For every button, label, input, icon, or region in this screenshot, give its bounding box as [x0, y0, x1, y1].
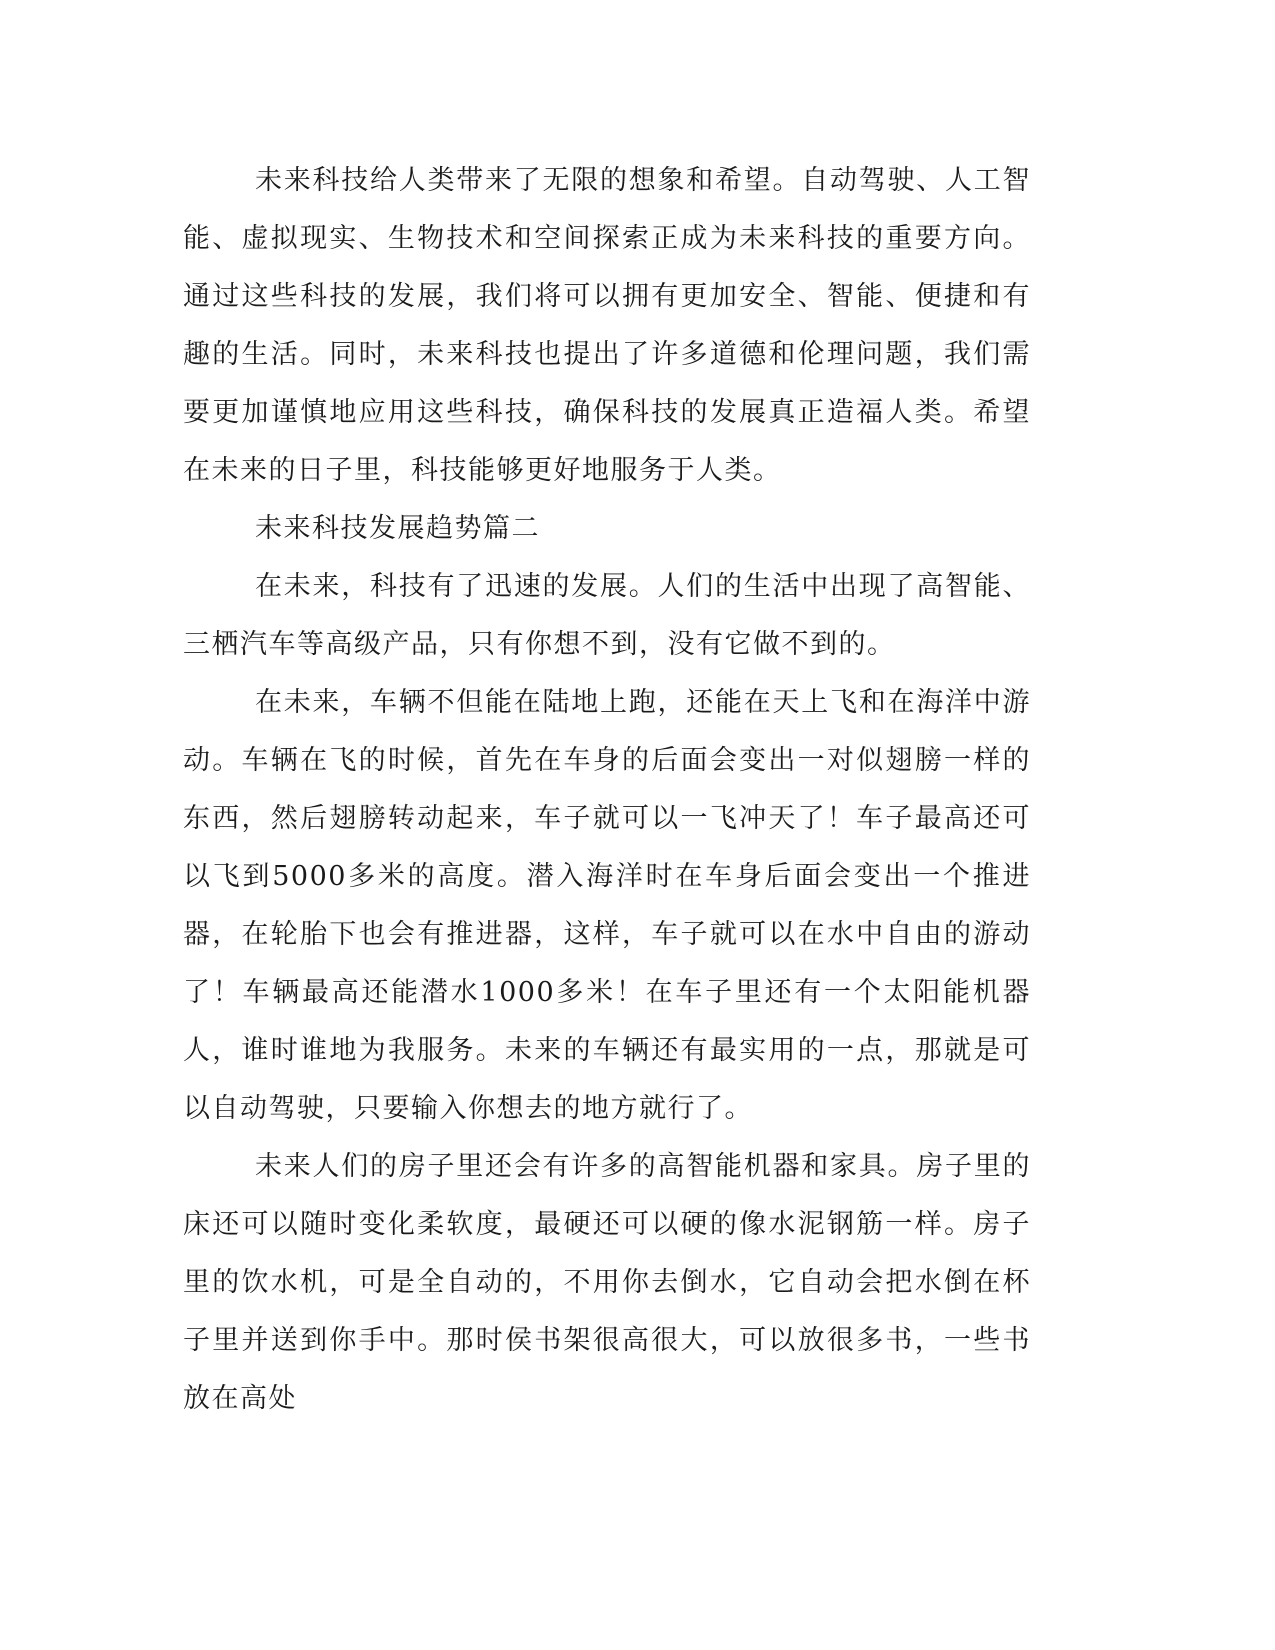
paragraph-houses: 未来人们的房子里还会有许多的高智能机器和家具。房子里的床还可以随时变化柔软度，最硬还可以硬的像水泥钢筋一样。房子里的饮水机，可是全自动的，不用你去倒水，它自动会把水倒在杯子里并送到你手中。那时侯书架很高很大，可以放很多书，一些书放在高处 [183, 1151, 1031, 1414]
paragraph-summary: 未来科技给人类带来了无限的想象和希望。自动驾驶、人工智能、虚拟现实、生物技术和空间探索正成为未来科技的重要方向。通过这些科技的发展，我们将可以拥有更加安全、智能、便捷和有趣的生活。同时，未来科技也提出了许多道德和伦理问题，我们需要更加谨慎地应用这些科技，确保科技的发展真正造福人类。希望在未来的日子里，科技能够更好地服务于人类。 [183, 165, 1031, 486]
section-heading: 未来科技发展趋势篇二 [255, 513, 540, 544]
paragraph-intro: 在未来，科技有了迅速的发展。人们的生活中出现了高智能、三栖汽车等高级产品，只有你想不到，没有它做不到的。 [183, 571, 1031, 660]
document-body [183, 152, 1031, 1428]
paragraph-vehicles: 在未来，车辆不但能在陆地上跑，还能在天上飞和在海洋中游动。车辆在飞的时候，首先在车身的后面会变出一对似翅膀一样的东西，然后翅膀转动起来，车子就可以一飞冲天了！车子最高还可以飞到5000多米的高度。潜入海洋时在车身后面会变出一个推进器，在轮胎下也会有推进器，这样，车子就可以在水中自由的游动了！车辆最高还能潜水1000多米！在车子里还有一个太阳能机器人，谁时谁地为我服务。未来的车辆还有最实用的一点，那就是可以自动驾驶，只要输入你想去的地方就行了。 [183, 687, 1031, 1124]
